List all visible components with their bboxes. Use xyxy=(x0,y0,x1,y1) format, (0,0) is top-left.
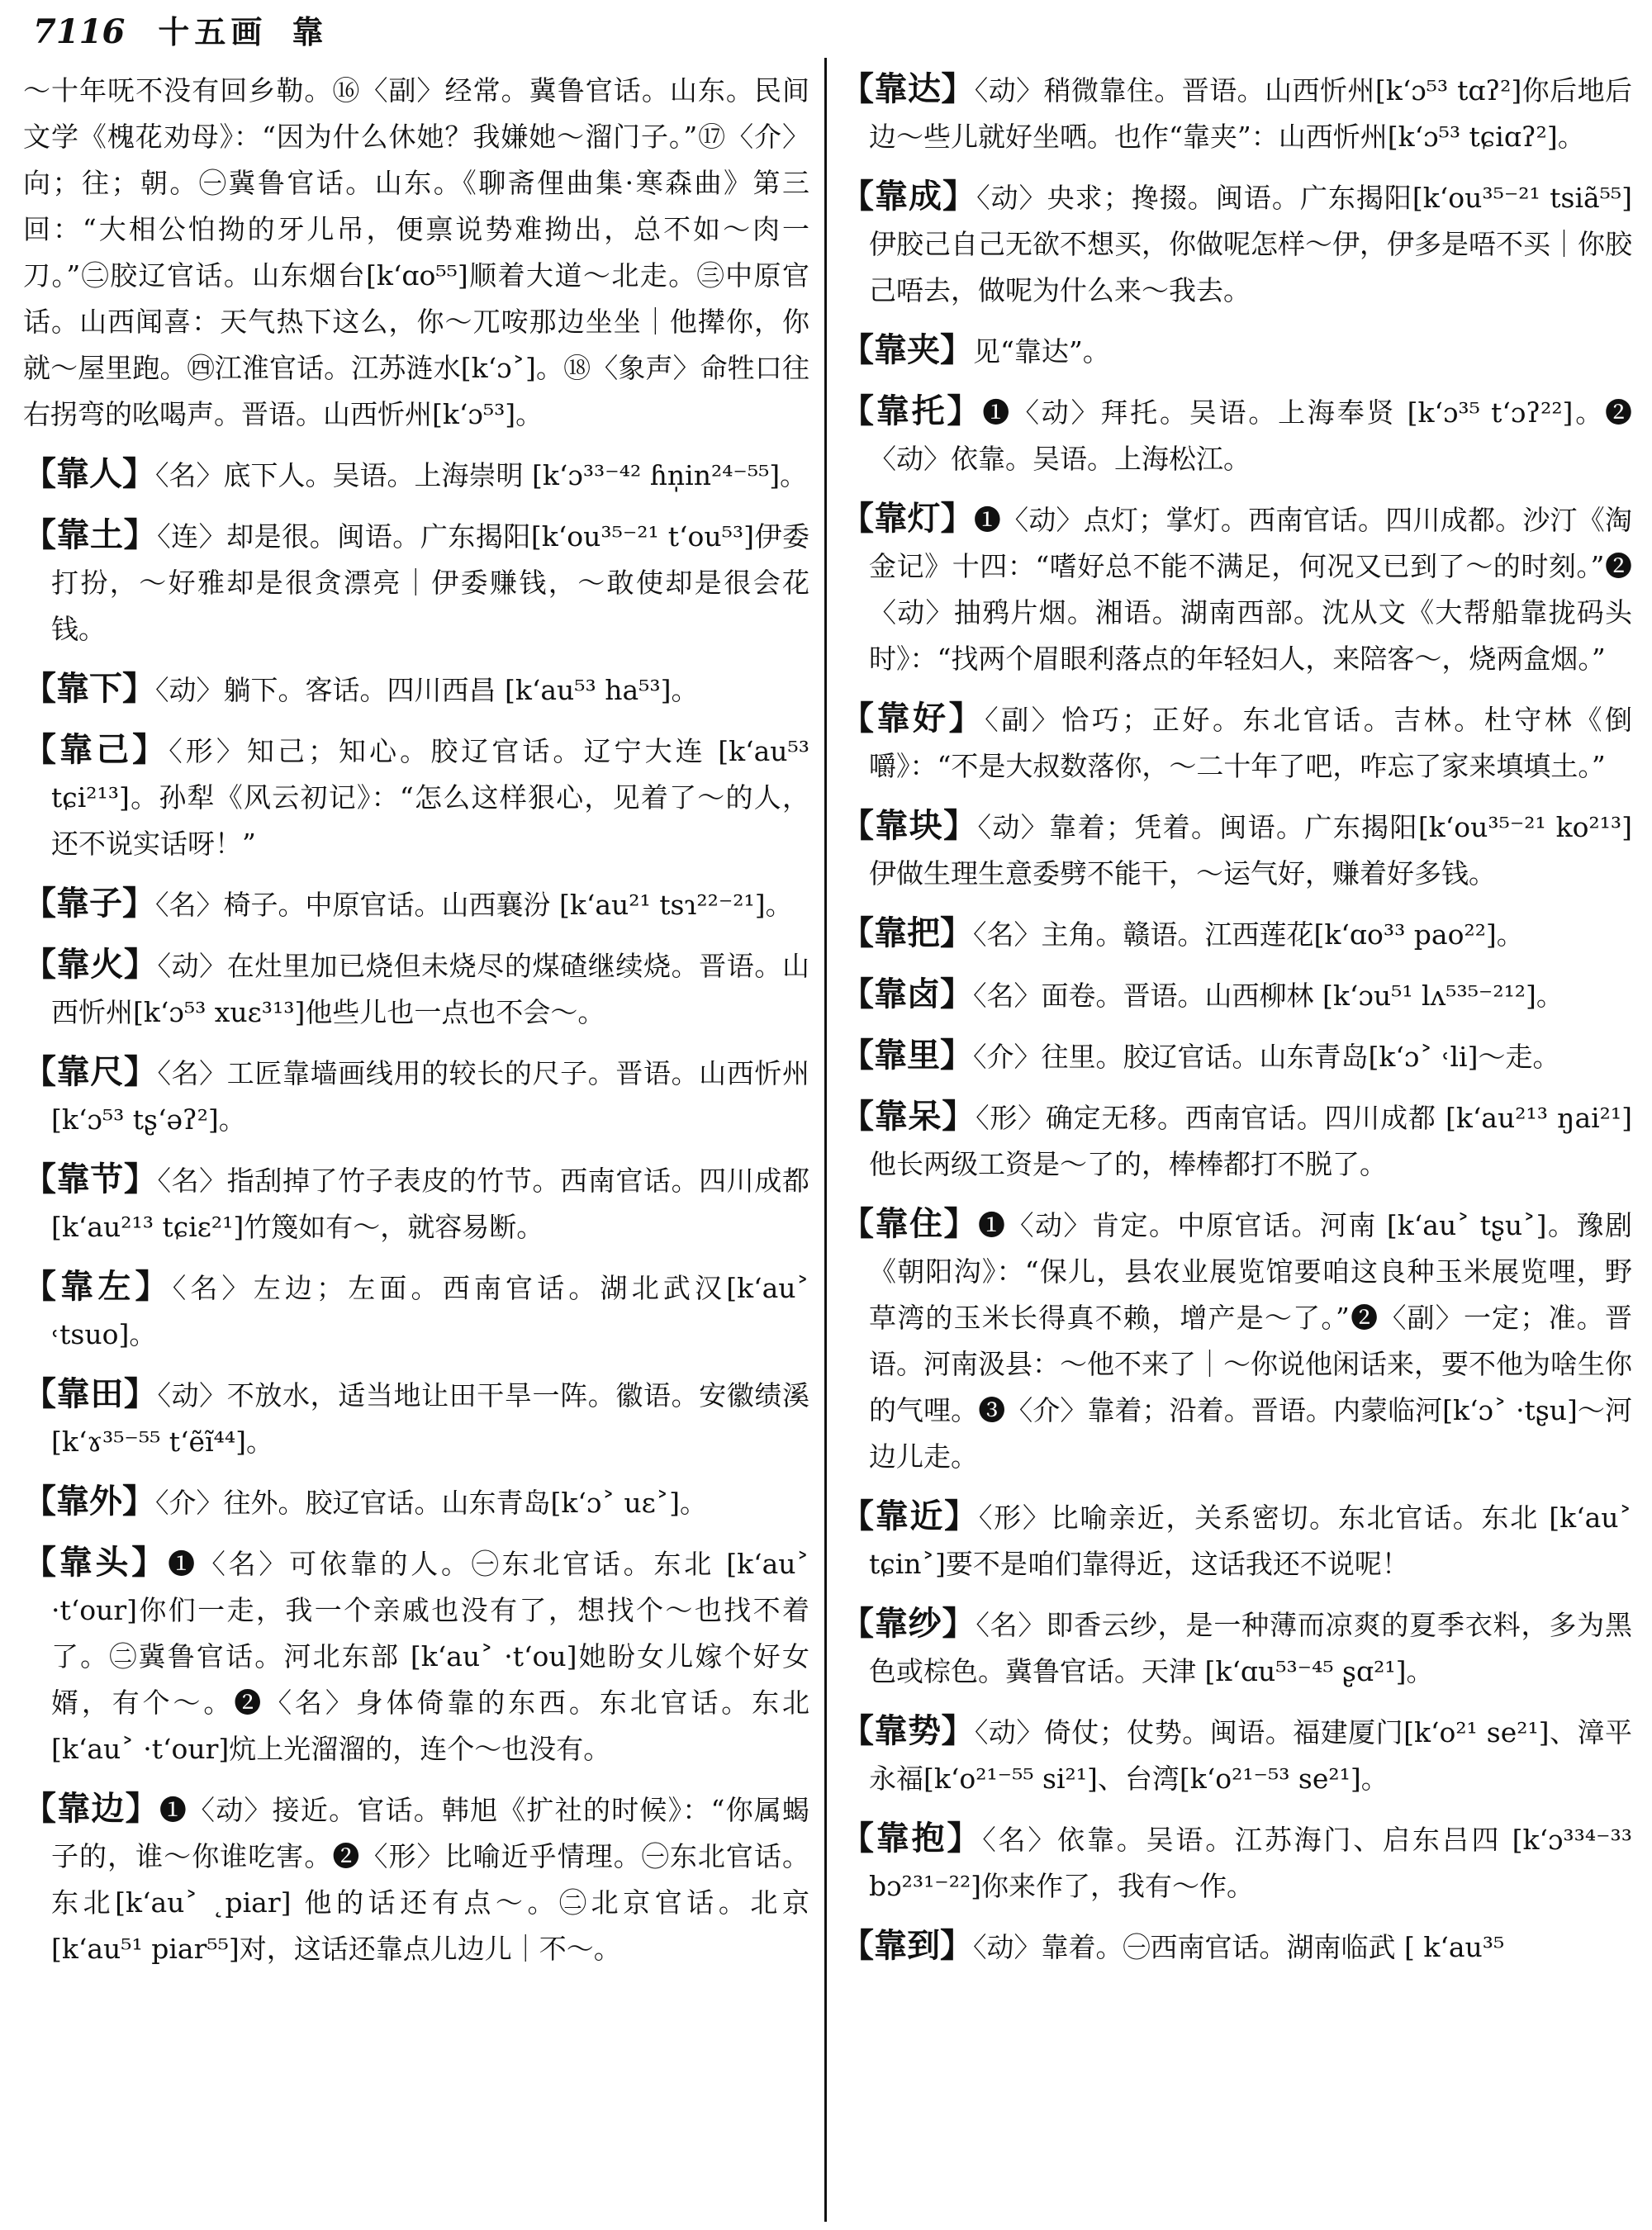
entry-text: 〈名〉左边；左面。西南官话。湖北武汉[k‘au˃ ˓tsuo]。 xyxy=(51,1272,809,1350)
column-divider xyxy=(824,58,827,2222)
entry-headword: 【靠卤】 xyxy=(841,975,973,1013)
entry-text: 〈名〉工匠靠墙画线用的较长的尺子。晋语。山西忻州[k‘ɔ⁵³ tʂ‘əʔ²]。 xyxy=(51,1057,809,1136)
entry-text: 〈动〉不放水，适当地让田干旱一阵。徽语。安徽绩溪 [k‘ɤ³⁵⁻⁵⁵ t‘ẽĩ⁴⁴]。 xyxy=(51,1379,809,1458)
dictionary-entry xyxy=(23,1156,809,1250)
entry-headword: 【靠外】 xyxy=(23,1483,155,1521)
entry-headword: 【靠夹】 xyxy=(841,331,973,369)
entry-text: ❶〈动〉接近。官话。韩旭《扩社的时候》：“你属蝎子的，谁～你谁吃害。❷〈形〉比喻近乎情理。㊀东北官话。东北[k‘au˃ ˛piar] 他的话还有点～。㊁北京官话。北京 [k‘au⁵¹ piar⁵⁵]对，这话还靠点儿边儿｜不～。 xyxy=(51,1794,809,1965)
entry-headword: 【靠块】 xyxy=(841,807,978,845)
dictionary-entry xyxy=(23,1049,809,1143)
entry-text: 〈动〉靠着。㊀西南官话。湖南临武 [ k‘au³⁵ xyxy=(973,1931,1505,1963)
stroke-section: 十五画 xyxy=(158,14,268,50)
entry-headword: 【靠左】 xyxy=(23,1268,173,1306)
entry-headword: 【靠呆】 xyxy=(841,1098,976,1136)
entry-headword: 【靠势】 xyxy=(841,1712,975,1750)
entry-headword: 【靠把】 xyxy=(841,914,973,952)
dictionary-entry xyxy=(841,803,1632,897)
dictionary-entry xyxy=(841,66,1632,160)
dictionary-entry xyxy=(23,1264,809,1358)
entry-headword: 【靠住】 xyxy=(841,1205,978,1243)
entry-headword: 【靠己】 xyxy=(23,731,169,769)
dictionary-entry xyxy=(23,1478,809,1526)
dictionary-entry xyxy=(23,727,809,867)
entry-text: 〈动〉在灶里加已烧但未烧尽的煤碴继续烧。晋语。山西忻州[k‘ɔ⁵³ xuɛ³¹³]他些儿也一点也不会～。 xyxy=(51,950,809,1028)
entry-headword: 【靠土】 xyxy=(23,516,158,554)
entry-text: 〈连〉却是很。闽语。广东揭阳[k‘ou³⁵⁻²¹ t‘ou⁵³]伊委打扮，～好雅却是很贪漂亮｜伊委赚钱，～敢使却是很会花钱。 xyxy=(51,520,809,645)
header-character: 靠 xyxy=(292,14,324,50)
entry-text: ❶〈动〉点灯；掌灯。西南官话。四川成都。沙汀《淘金记》十四：“嗜好总不能不满足，何况又已到了～的时刻。”❷〈动〉抽鸦片烟。湘语。湖南西部。沈从文《大帮船靠拢码头时》：“找两个眉眼利落点的年轻妇人，来陪客～，烧两盒烟。” xyxy=(869,504,1632,675)
entry-headword: 【靠纱】 xyxy=(841,1605,976,1643)
entry-text: 〈动〉央求；搀掇。闽语。广东揭阳[k‘ou³⁵⁻²¹ tsiã⁵⁵]伊胶己自己无欲不想买，你做呢怎样～伊，伊多是唔不买｜你胶己唔去，做呢为什么来～我去。 xyxy=(869,182,1632,306)
entry-headword: 【靠人】 xyxy=(23,455,155,493)
entry-text: ❶〈动〉拜托。吴语。上海奉贤 [k‘ɔ³⁵ t‘ɔʔ²²]。❷〈动〉依靠。吴语。上海松江。 xyxy=(869,396,1632,475)
dictionary-entry xyxy=(841,1815,1632,1910)
entry-text: 〈名〉主角。赣语。江西莲花[k‘ɑo³³ pao²²]。 xyxy=(973,918,1524,951)
entry-headword: 【靠灯】 xyxy=(841,500,974,538)
entry-text: 〈形〉知己；知心。胶辽官话。辽宁大连 [k‘au⁵³ tɕi²¹³]。孙犁《风云初记》：“怎么这样狠心，见着了～的人，还不说实话呀！” xyxy=(51,735,809,860)
dictionary-entry xyxy=(23,666,809,714)
entry-text: 〈动〉靠着；凭着。闽语。广东揭阳[k‘ou³⁵⁻²¹ ko²¹³]伊做生理生意委劈不能干，～运气好，赚着好多钱。 xyxy=(869,811,1632,890)
dictionary-entry xyxy=(841,327,1632,375)
entry-text: 见“靠达”。 xyxy=(973,335,1110,368)
entry-text: 〈介〉往外。胶辽官话。山东青岛[k‘ɔ˃ uɛ˃]。 xyxy=(155,1487,708,1519)
entry-headword: 【靠成】 xyxy=(841,178,977,216)
dictionary-entry xyxy=(841,388,1632,482)
dictionary-entry xyxy=(841,173,1632,314)
dictionary-entry xyxy=(841,496,1632,682)
entry-headword: 【靠下】 xyxy=(23,670,155,708)
dictionary-entry xyxy=(23,1371,809,1465)
entry-headword: 【靠达】 xyxy=(841,70,975,108)
dictionary-entry xyxy=(23,512,809,652)
entry-headword: 【靠到】 xyxy=(841,1927,973,1965)
dictionary-entry xyxy=(23,451,809,499)
entry-headword: 【靠里】 xyxy=(841,1037,973,1075)
entry-headword: 【靠尺】 xyxy=(23,1053,158,1091)
entry-text: 〈介〉往里。胶辽官话。山东青岛[k‘ɔ˃ ˓li]～走。 xyxy=(973,1041,1560,1073)
entry-text: ❶〈动〉肯定。中原官话。河南 [k‘au˃ tʂu˃]。豫剧《朝阳沟》：“保儿，县农业展览馆要咱这良种玉米展览哩，野草湾的玉米长得真不赖，增产是～了。”❷〈副〉一定；准。晋语。河南汲县：～他不来了｜～你说他闲话来，要不他为啥生你的气哩。❸〈介〉靠着；沿着。晋语。内蒙临河[k‘ɔ˃ ·tʂu]～河边儿走。 xyxy=(869,1209,1632,1473)
dictionary-entry xyxy=(23,1540,809,1772)
dictionary-entry xyxy=(841,1201,1632,1480)
entry-text: 〈动〉倚仗；仗势。闽语。福建厦门[k‘o²¹ se²¹]、漳平永福[k‘o²¹⁻⁵⁵ si²¹]、台湾[k‘o²¹⁻⁵³ se²¹]。 xyxy=(869,1716,1632,1795)
entry-text: 〈副〉恰巧；正好。东北官话。吉林。杜守林《倒嚼》：“不是大叔数落你，～二十年了吧，咋忘了家来填填土。” xyxy=(869,704,1632,782)
entry-text: 〈形〉比喻亲近，关系密切。东北官话。东北 [k‘au˃ tɕin˃]要不是咱们靠得近，这话我还不说呢！ xyxy=(869,1502,1632,1580)
entry-headword: 【靠近】 xyxy=(841,1497,979,1535)
entry-text: 〈名〉依靠。吴语。江苏海门、启东吕四 [k‘ɔ³³⁴⁻³³ bɔ²³¹⁻²²]你来作了，我有～作。 xyxy=(869,1824,1632,1902)
entry-text: 〈名〉指刮掉了竹子表皮的竹节。西南官话。四川成都[k‘au²¹³ tɕiɛ²¹]竹篾如有～，就容易断。 xyxy=(51,1165,809,1243)
dictionary-entry xyxy=(841,1923,1632,1971)
entry-headword: 【靠好】 xyxy=(841,700,985,738)
dictionary-entry xyxy=(841,971,1632,1019)
page-number: 7116 xyxy=(33,12,126,51)
entry-text: 〈名〉底下人。吴语。上海崇明 [k‘ɔ³³⁻⁴² ɦn̩in²⁴⁻⁵⁵]。 xyxy=(155,459,808,491)
entry-headword: 【靠火】 xyxy=(23,946,158,984)
dictionary-entry xyxy=(23,1786,809,1972)
dictionary-entry xyxy=(841,1094,1632,1188)
entry-text: 〈动〉躺下。客话。四川西昌 [k‘au⁵³ ha⁵³]。 xyxy=(155,674,699,706)
dictionary-entry xyxy=(841,1708,1632,1802)
entry-text: ～十年呒不没有回乡勒。⑯〈副〉经常。冀鲁官话。山东。民间文学《槐花劝母》：“因为什么休她？我嫌她～溜门子。”⑰〈介〉向；往；朝。㊀冀鲁官话。山东。《聊斋俚曲集·寒森曲》第三回：“大相公怕拗的牙儿吊，便禀说势难拗出，总不如～肉一刀。”㊁胶辽官话。山东烟台[k‘ɑo⁵⁵]顺着大道～北走。㊂中原官话。山西闻喜：天气热下这么，你～兀咹那边坐坐｜他撵你，你就～屋里跑。㊃江淮官话。江苏涟水[k‘ɔ˃]。⑱〈象声〉命牲口往右拐弯的吆喝声。晋语。山西忻州[k‘ɔ⁵³]。 xyxy=(23,74,809,430)
page-header xyxy=(33,7,1619,59)
entry-headword: 【靠托】 xyxy=(841,392,983,430)
entry-headword: 【靠边】 xyxy=(23,1790,159,1828)
entry-headword: 【靠田】 xyxy=(23,1375,158,1413)
dictionary-entry xyxy=(841,1601,1632,1695)
entry-text: 〈名〉即香云纱，是一种薄而凉爽的夏季衣料，多为黑色或棕色。冀鲁官话。天津 [k‘ɑu⁵³⁻⁴⁵ ʂɑ²¹]。 xyxy=(869,1609,1632,1687)
dictionary-entry xyxy=(841,695,1632,790)
right-column xyxy=(841,66,1632,2222)
entry-headword: 【靠节】 xyxy=(23,1160,158,1198)
dictionary-entry xyxy=(23,880,809,928)
dictionary-entry xyxy=(841,1032,1632,1080)
dictionary-entry xyxy=(841,910,1632,958)
entry-headword: 【靠抱】 xyxy=(841,1820,983,1858)
entry-text: 〈形〉确定无移。西南官话。四川成都 [k‘au²¹³ ŋai²¹]他长两级工资是～了的，棒棒都打不脱了。 xyxy=(869,1102,1632,1180)
entry-continuation xyxy=(23,66,809,438)
entry-headword: 【靠头】 xyxy=(23,1544,169,1582)
dictionary-entry xyxy=(841,1493,1632,1587)
entry-text: 〈名〉椅子。中原官话。山西襄汾 [k‘au²¹ tsɿ²²⁻²¹]。 xyxy=(155,889,793,921)
entry-headword: 【靠子】 xyxy=(23,885,155,923)
dictionary-entry xyxy=(23,942,809,1036)
left-column xyxy=(23,66,809,2222)
entry-text: ❶〈名〉可依靠的人。㊀东北官话。东北 [k‘au˃ ·t‘our]你们一走，我一个亲戚也没有了，想找个～也找不着了。㊁冀鲁官话。河北东部 [k‘au˃ ·t‘ou]她盼女儿嫁个好女婿，有个～。❷〈名〉身体倚靠的东西。东北官话。东北 [k‘au˃ ·t‘our]炕上光溜溜的，连个～也没有。 xyxy=(51,1548,809,1765)
entry-text: 〈动〉稍微靠住。晋语。山西忻州[k‘ɔ⁵³ tɑʔ²]你后地后边～些儿就好坐哂。也作“靠夹”：山西忻州[k‘ɔ⁵³ tɕiɑʔ²]。 xyxy=(869,74,1632,153)
entry-text: 〈名〉面卷。晋语。山西柳林 [k‘ɔu⁵¹ lʌ⁵³⁵⁻²¹²]。 xyxy=(973,980,1564,1012)
